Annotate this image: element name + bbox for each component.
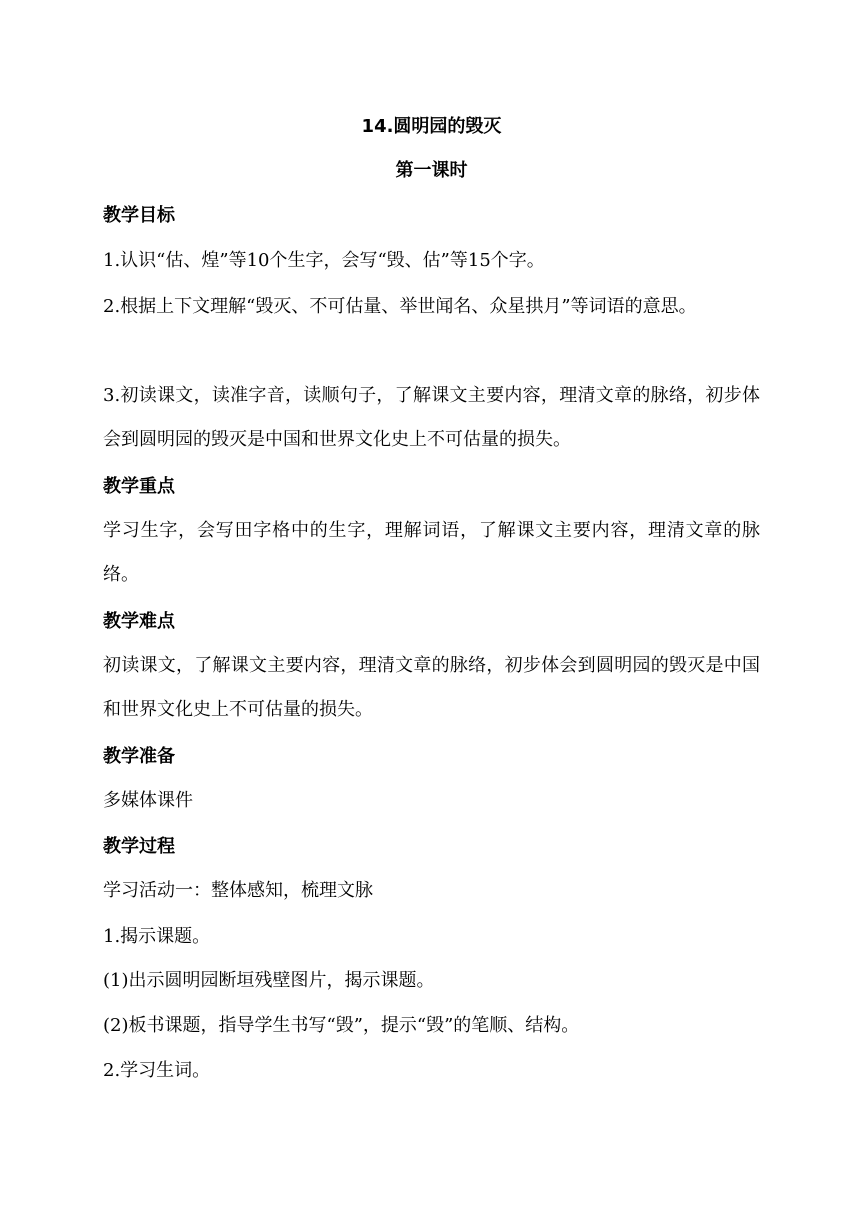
objective-item: 2.根据上下文理解“毁灭、不可估量、举世闻名、众星拱月”等词语的意思。 — [103, 296, 697, 317]
objectives-heading: 教学目标 — [103, 205, 175, 226]
difficulties-heading: 教学难点 — [103, 611, 175, 632]
process-step: 1.揭示课题。 — [103, 926, 211, 947]
process-step: (2)板书课题，指导学生书写“毁”，提示“毁”的笔顺、结构。 — [103, 1015, 580, 1036]
difficulties-text: 初读课文，了解课文主要内容，理清文章的脉络，初步体会到圆明园的毁灭是中国和世界文化史上不可估量的损失。 — [103, 655, 760, 720]
objective-item: 3.初读课文，读准字音，读顺句子，了解课文主要内容，理清文章的脉络，初步体会到圆明园的毁灭是中国和世界文化史上不可估量的损失。 — [103, 385, 760, 450]
process-step: (1)出示圆明园断垣残壁图片，揭示课题。 — [103, 970, 435, 991]
activity-title: 学习活动一：整体感知，梳理文脉 — [103, 880, 373, 901]
objective-item: 1.认识“估、煌”等10个生字，会写“毁、估”等15个字。 — [103, 250, 545, 271]
preparation-heading: 教学准备 — [103, 746, 175, 767]
key-points-text: 学习生字，会写田字格中的生字，理解词语，了解课文主要内容，理清文章的脉络。 — [103, 520, 760, 585]
lesson-period: 第一课时 — [395, 160, 468, 181]
lesson-title: 14.圆明园的毁灭 — [361, 116, 502, 137]
key-points-heading: 教学重点 — [103, 476, 175, 497]
process-heading: 教学过程 — [103, 836, 175, 857]
preparation-text: 多媒体课件 — [103, 790, 193, 811]
process-step: 2.学习生词。 — [103, 1060, 211, 1081]
